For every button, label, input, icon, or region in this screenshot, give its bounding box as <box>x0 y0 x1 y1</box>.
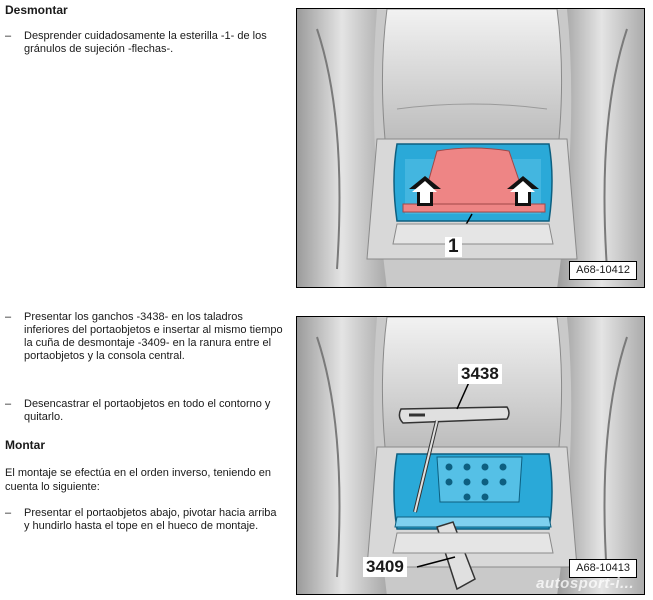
figure-2-label: A68-10413 <box>569 559 637 578</box>
step-remove-1: – Desprender cuidadosamente la esterilla -1- de los gránulos de sujeción -flechas-. <box>5 30 267 55</box>
install-heading: Montar <box>5 438 45 452</box>
remove-heading: Desmontar <box>5 3 68 17</box>
figure-mat-removal <box>296 8 645 288</box>
install-intro: El montaje se efectúa en el orden inverso, teniendo en cuenta lo siguiente: <box>5 467 272 493</box>
step-install-1: – Presentar el portaobjetos abajo, pivotar hacia arriba y hundirlo hasta el tope en el hueco de montaje. <box>5 507 277 532</box>
mat-removal-illustration <box>297 9 645 288</box>
figure-tray-removal <box>296 316 645 595</box>
figure-1-label: A68-10412 <box>569 261 637 280</box>
callout-wedge-3409: 3409 <box>363 557 407 577</box>
callout-mat-number: 1 <box>445 237 462 257</box>
step-remove-3: – Desencastrar el portaobjetos en todo el contorno y quitarlo. <box>5 398 271 423</box>
watermark-text: autosport-i... <box>536 575 634 592</box>
callout-hook-3438: 3438 <box>458 364 502 384</box>
step-remove-2: – Presentar los ganchos -3438- en los taladros inferiores del portaobjetos e insertar al mismo tiempo la cuña de desmontaje -3409- en la ranura entre el portaobjetos y la consola central. <box>5 311 283 362</box>
storage-tray-removal-illustration <box>297 317 645 595</box>
